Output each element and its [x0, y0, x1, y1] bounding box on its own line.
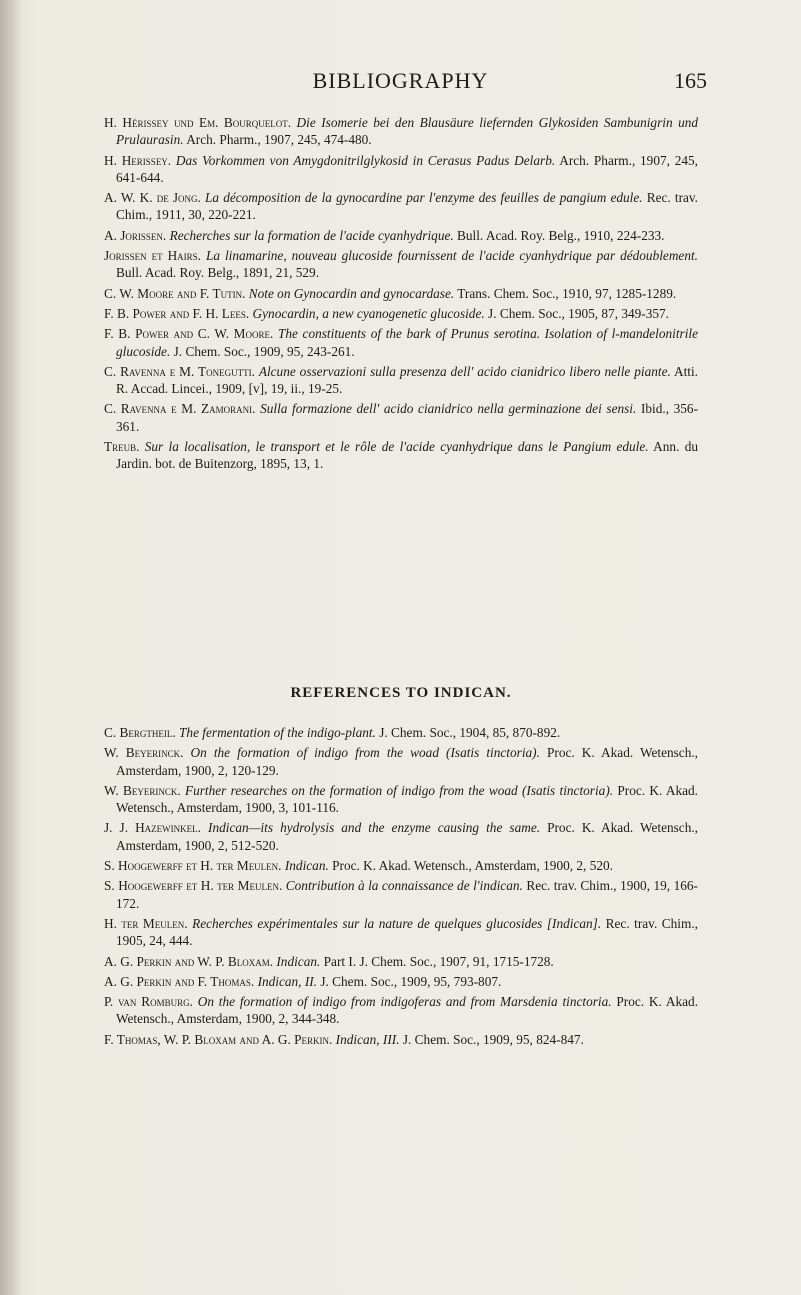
reference-author: W. Beyerinck.	[104, 782, 181, 798]
reference-entry	[104, 819, 698, 854]
reference-citation: Bull. Acad. Roy. Belg., 1910, 224-233.	[457, 227, 665, 243]
reference-title: Indican.	[276, 953, 321, 969]
reference-entry	[104, 782, 698, 817]
reference-entry	[104, 953, 698, 970]
reference-citation: Atti. R. Accad. Lincei., 1909, [v], 19, ii., 19-25.	[116, 363, 698, 397]
reference-entry	[104, 325, 698, 360]
reference-author: W. Beyerinck.	[104, 745, 184, 761]
reference-entry	[104, 400, 698, 435]
reference-title: The constituents of the bark of Prunus serotina. Isolation of l-mandelonitrile glucoside.	[116, 326, 698, 359]
reference-entry	[104, 724, 698, 741]
reference-title: Sur la localisation, le transport et le rôle de l'acide cyanhydrique dans le Pangium edule.	[144, 439, 649, 455]
reference-entry	[104, 857, 698, 874]
reference-title: On the formation of indigo from the woad (Isatis tinctoria).	[190, 745, 540, 761]
reference-title: Indican, III.	[335, 1031, 400, 1047]
reference-author: H. Herissey.	[104, 152, 172, 168]
reference-entry	[104, 114, 698, 149]
reference-title: The fermentation of the indigo-plant.	[179, 725, 376, 740]
reference-title: Note on Gynocardin and gynocardase.	[248, 285, 455, 301]
reference-citation: Rec. trav. Chim., 1900, 19, 166-172.	[116, 878, 698, 911]
reference-citation: J. Chem. Soc., 1909, 95, 824-847.	[402, 1031, 584, 1047]
bibliography-list	[104, 114, 698, 476]
reference-citation: Part I. J. Chem. Soc., 1907, 91, 1715-1728.	[323, 953, 554, 969]
reference-citation: Rec. trav. Chim., 1911, 30, 220-221.	[116, 190, 699, 223]
reference-title: Gynocardin, a new cyanogenetic glucoside.	[252, 305, 485, 321]
page-number: 165	[674, 68, 707, 93]
reference-entry	[104, 152, 698, 187]
reference-entry	[104, 915, 698, 950]
reference-citation: Rec. trav. Chim., 1905, 24, 444.	[116, 915, 698, 949]
reference-title: Indican, II.	[257, 973, 318, 989]
reference-entry	[104, 744, 698, 779]
spine-shadow	[0, 0, 22, 1295]
indican-reference-list	[104, 724, 698, 1051]
reference-author: A. G. Perkin and W. P. Bloxam.	[104, 953, 274, 969]
reference-author: F. B. Power and F. H. Lees.	[104, 305, 250, 321]
reference-author: Jorissen et Hairs.	[104, 248, 202, 264]
reference-title: Contribution à la connaissance de l'indican.	[285, 878, 523, 894]
reference-author: A. Jorissen.	[104, 227, 167, 243]
reference-title: Indican.	[284, 858, 329, 874]
reference-citation: J. Chem. Soc., 1909, 95, 243-261.	[173, 343, 355, 359]
reference-citation: Trans. Chem. Soc., 1910, 97, 1285-1289.	[457, 285, 677, 301]
reference-entry	[104, 877, 698, 912]
reference-citation: Ann. du Jardin. bot. de Buitenzorg, 1895, 13, 1.	[116, 439, 698, 472]
reference-title: On the formation of indigo from indigoferas and from Marsdenia tinctoria.	[197, 994, 612, 1010]
reference-author: H. Hérissey und Em. Bourquelot.	[104, 115, 292, 130]
reference-author: F. B. Power and C. W. Moore.	[104, 326, 274, 342]
reference-entry	[104, 973, 698, 990]
reference-author: S. Hoogewerff et H. ter Meulen.	[104, 858, 282, 874]
reference-entry	[104, 227, 698, 244]
reference-entry	[104, 993, 698, 1028]
reference-entry	[104, 189, 698, 224]
reference-citation: Arch. Pharm., 1907, 245, 641-644.	[116, 152, 699, 185]
indican-section-heading-block	[104, 685, 698, 702]
reference-author: P. van Romburg.	[104, 994, 193, 1010]
reference-entry	[104, 1031, 698, 1048]
reference-title: Sulla formazione dell' acido cianidrico nella germinazione dei sensi.	[260, 401, 637, 417]
reference-author: A. W. K. de Jong.	[104, 190, 201, 206]
reference-citation: Arch. Pharm., 1907, 245, 474-480.	[186, 132, 372, 148]
reference-title: Recherches sur la formation de l'acide cyanhydrique.	[169, 227, 454, 243]
reference-title: Alcune osservazioni sulla presenza dell' acido cianidrico libero nelle piante.	[258, 363, 671, 379]
page-header	[0, 68, 801, 98]
reference-title: La linamarine, nouveau glucoside fournissent de l'acide cyanhydrique par dédoublement.	[205, 248, 698, 264]
reference-author: Treub.	[104, 439, 140, 455]
reference-author: C. Ravenna e M. Zamorani.	[104, 401, 256, 417]
reference-author: J. J. Hazewinkel.	[104, 820, 201, 836]
reference-author: F. Thomas, W. P. Bloxam and A. G. Perkin.	[104, 1031, 333, 1047]
reference-citation: J. Chem. Soc., 1904, 85, 870-892.	[379, 725, 561, 740]
reference-entry	[104, 305, 698, 322]
reference-title: Das Vorkommen von Amygdonitrilglykosid in Cerasus Padus Delarb.	[175, 152, 556, 168]
reference-citation: J. Chem. Soc., 1905, 87, 349-357.	[488, 305, 669, 321]
reference-entry	[104, 438, 698, 473]
reference-author: S. Hoogewerff et H. ter Meulen.	[104, 878, 283, 894]
reference-citation: Bull. Acad. Roy. Belg., 1891, 21, 529.	[116, 265, 320, 281]
reference-entry	[104, 363, 698, 398]
reference-entry	[104, 285, 698, 302]
reference-citation: Proc. K. Akad. Wetensch., Amsterdam, 1900, 3, 101-116.	[116, 782, 699, 816]
reference-author: C. W. Moore and F. Tutin.	[104, 285, 246, 301]
reference-title: Further researches on the formation of indigo from the woad (Isatis tinctoria).	[184, 782, 614, 798]
reference-title: La décomposition de la gynocardine par l'enzyme des feuilles de pangium edule.	[205, 190, 643, 206]
reference-author: C. Bergtheil.	[104, 725, 176, 740]
reference-citation: Proc. K. Akad. Wetensch., Amsterdam, 1900, 2, 512-520.	[116, 820, 698, 853]
running-title: BIBLIOGRAPHY	[312, 68, 489, 93]
reference-citation: Ibid., 356-361.	[116, 401, 699, 434]
section-heading: REFERENCES TO INDICAN.	[290, 685, 512, 701]
reference-author: A. G. Perkin and F. Thomas.	[104, 973, 255, 989]
reference-title: Die Isomerie bei den Blausäure liefernden Glykosiden Sambunigrin und Prulaurasin.	[116, 115, 699, 148]
reference-title: Indican—its hydrolysis and the enzyme causing the same.	[208, 820, 541, 836]
reference-entry	[104, 247, 698, 282]
reference-title: Recherches expérimentales sur la nature de quelques glucosides [Indican].	[192, 915, 602, 931]
reference-citation: J. Chem. Soc., 1909, 95, 793-807.	[320, 973, 502, 989]
reference-author: C. Ravenna e M. Tonegutti.	[104, 363, 255, 379]
reference-citation: Proc. K. Akad. Wetensch., Amsterdam, 1900, 2, 120-129.	[116, 745, 699, 778]
reference-author: H. ter Meulen.	[104, 915, 188, 931]
reference-citation: Proc. K. Akad. Wetensch., Amsterdam, 1900, 2, 520.	[332, 858, 613, 874]
reference-citation: Proc. K. Akad. Wetensch., Amsterdam, 1900, 2, 344-348.	[116, 994, 699, 1027]
